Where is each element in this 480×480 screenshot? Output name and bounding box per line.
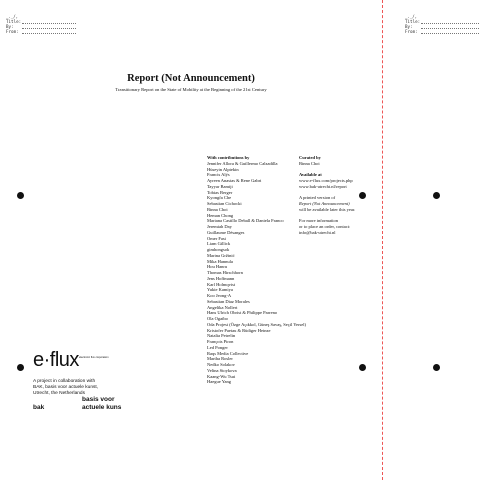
collaboration-note <box>33 379 123 397</box>
page-divider <box>382 0 383 480</box>
contributor-name: gimhongsok <box>207 247 230 252</box>
contributor-name: Karl Holmqvist <box>207 281 236 287</box>
collab-line: BAK, basis voor actuele kunst, <box>33 385 99 390</box>
contributor-name: Led Ponger <box>207 344 228 350</box>
contributor-name: Tobias Berger <box>207 189 233 195</box>
contributor-name: Velina Stoykova <box>207 367 237 373</box>
contributor-name: Martha Rosler <box>207 356 233 362</box>
contributor-name: Omer Fast <box>207 235 226 241</box>
contributor-name: Jennifer Allora & Guillermo Calzadilla <box>207 160 278 166</box>
contributor-name: Guillaume Désanges <box>207 229 245 235</box>
contributor-name: Hou Hanru <box>207 264 228 270</box>
contributor-name: Marina Gržinić <box>207 252 235 258</box>
contributor-name: Kaang-Wu Tsui <box>207 373 236 379</box>
contributor-name: Raqs Media Collective <box>207 350 249 356</box>
contributors-heading: With contributions by <box>207 155 250 160</box>
contributor-name: Jens Hoffmann <box>207 275 235 281</box>
available-heading: Available at <box>299 172 322 178</box>
curated-heading: Curated by <box>299 155 321 160</box>
contributor-name: Mariana Castillo Deball & Daniela Franco <box>207 218 284 224</box>
binder-hole-dot <box>433 192 440 199</box>
from-label: From: <box>405 29 418 35</box>
by-label: By: <box>6 24 14 30</box>
printed-note: will be available later this year. <box>299 206 356 212</box>
contributor-name: Tayyar Bamiji <box>207 183 233 189</box>
from-field[interactable] <box>22 29 76 34</box>
contributor-name: Jeremiah Day <box>207 224 232 229</box>
contributor-name: Liam Gillick <box>207 241 231 247</box>
bak-logo: bak <box>33 404 45 411</box>
contributor-name: Heman Chong <box>207 212 234 218</box>
info-note: For more information <box>299 218 338 224</box>
contributor-name: François Piron <box>207 339 234 344</box>
binder-hole-dot <box>17 364 24 371</box>
collab-line: Utrecht, the Netherlands <box>33 391 85 396</box>
basis-line: actuele kuns <box>82 404 122 411</box>
contributor-name: Haegue Yang <box>207 379 231 385</box>
title-label: Title: <box>405 19 421 24</box>
from-field[interactable] <box>421 29 479 34</box>
contributor-name: Koo Jeong-A <box>207 293 232 298</box>
form-logo: _._/, <box>6 14 19 19</box>
contributor-name: Hüseyin Alptekin <box>207 166 239 172</box>
printed-note-title: Report (Not Announcement) <box>299 201 350 206</box>
url-link[interactable]: www.e-flux.com/projects.php <box>299 178 353 183</box>
contributor-name: Hans Ulrich Obrist & Philippe Parreno <box>207 310 278 316</box>
binder-hole-dot <box>17 192 24 199</box>
by-label: By: <box>405 24 413 30</box>
binder-hole-dot <box>433 364 440 371</box>
contributor-name: Mika Hannula <box>207 258 233 264</box>
basis-line: basis voor <box>82 396 115 403</box>
curator-name: Binna Choi <box>299 160 320 166</box>
from-label: From: <box>6 29 19 35</box>
document-title: Report (Not Announcement) <box>127 73 255 84</box>
contributor-name: Binna Choi <box>207 206 228 212</box>
url-link[interactable]: www.bak-utrecht.nl/report <box>299 183 347 189</box>
printed-note: A printed version of <box>299 195 336 201</box>
title-label: Title: <box>6 19 22 24</box>
contributor-name: Thomas Hirschhorn <box>207 270 243 275</box>
contributor-name: Kristofer Paetau & Rüdiger Heinze <box>207 327 271 333</box>
contributor-name: Yukie Kamiya <box>207 287 233 293</box>
contributor-name: Sebastian Diaz Morales <box>207 298 250 304</box>
basis-voor-actuele-kunst-logo <box>82 396 121 412</box>
form-header-left <box>6 15 76 35</box>
eflux-tagline: electronic flux corporation <box>79 356 109 359</box>
contributor-name: Francis Alÿs <box>207 172 230 178</box>
contributor-name: Sebastian Cichocki <box>207 201 242 206</box>
form-header-right <box>405 15 479 35</box>
collab-line: A project in collaboration with <box>33 379 96 384</box>
contact-email[interactable]: info@bak-utrecht.nl <box>299 229 336 235</box>
contributor-name: Ayreen Anastas & Rene Gabri <box>207 178 262 183</box>
contributor-name: Ola Ogaibo <box>207 316 228 321</box>
contributor-name: Natalia Petrelin <box>207 333 236 339</box>
info-column <box>299 155 381 236</box>
contributor-name: Kyongfa Che <box>207 195 232 201</box>
contributor-name: Angelika Nollert <box>207 304 238 310</box>
document-subtitle: Transitionary Report on the State of Mobility at the Beginning of the 21st Century <box>115 87 267 92</box>
contributor-name: Nedko Solakov <box>207 362 235 367</box>
contributor-name: Oda Projesi (Özge Açıkkol, Güneş Savaş, Seçil Yersel) <box>207 321 306 327</box>
eflux-logo: e·flux <box>33 349 79 371</box>
form-logo: _._/, <box>405 14 418 19</box>
info-note: or to place an order, contact: <box>299 224 351 229</box>
